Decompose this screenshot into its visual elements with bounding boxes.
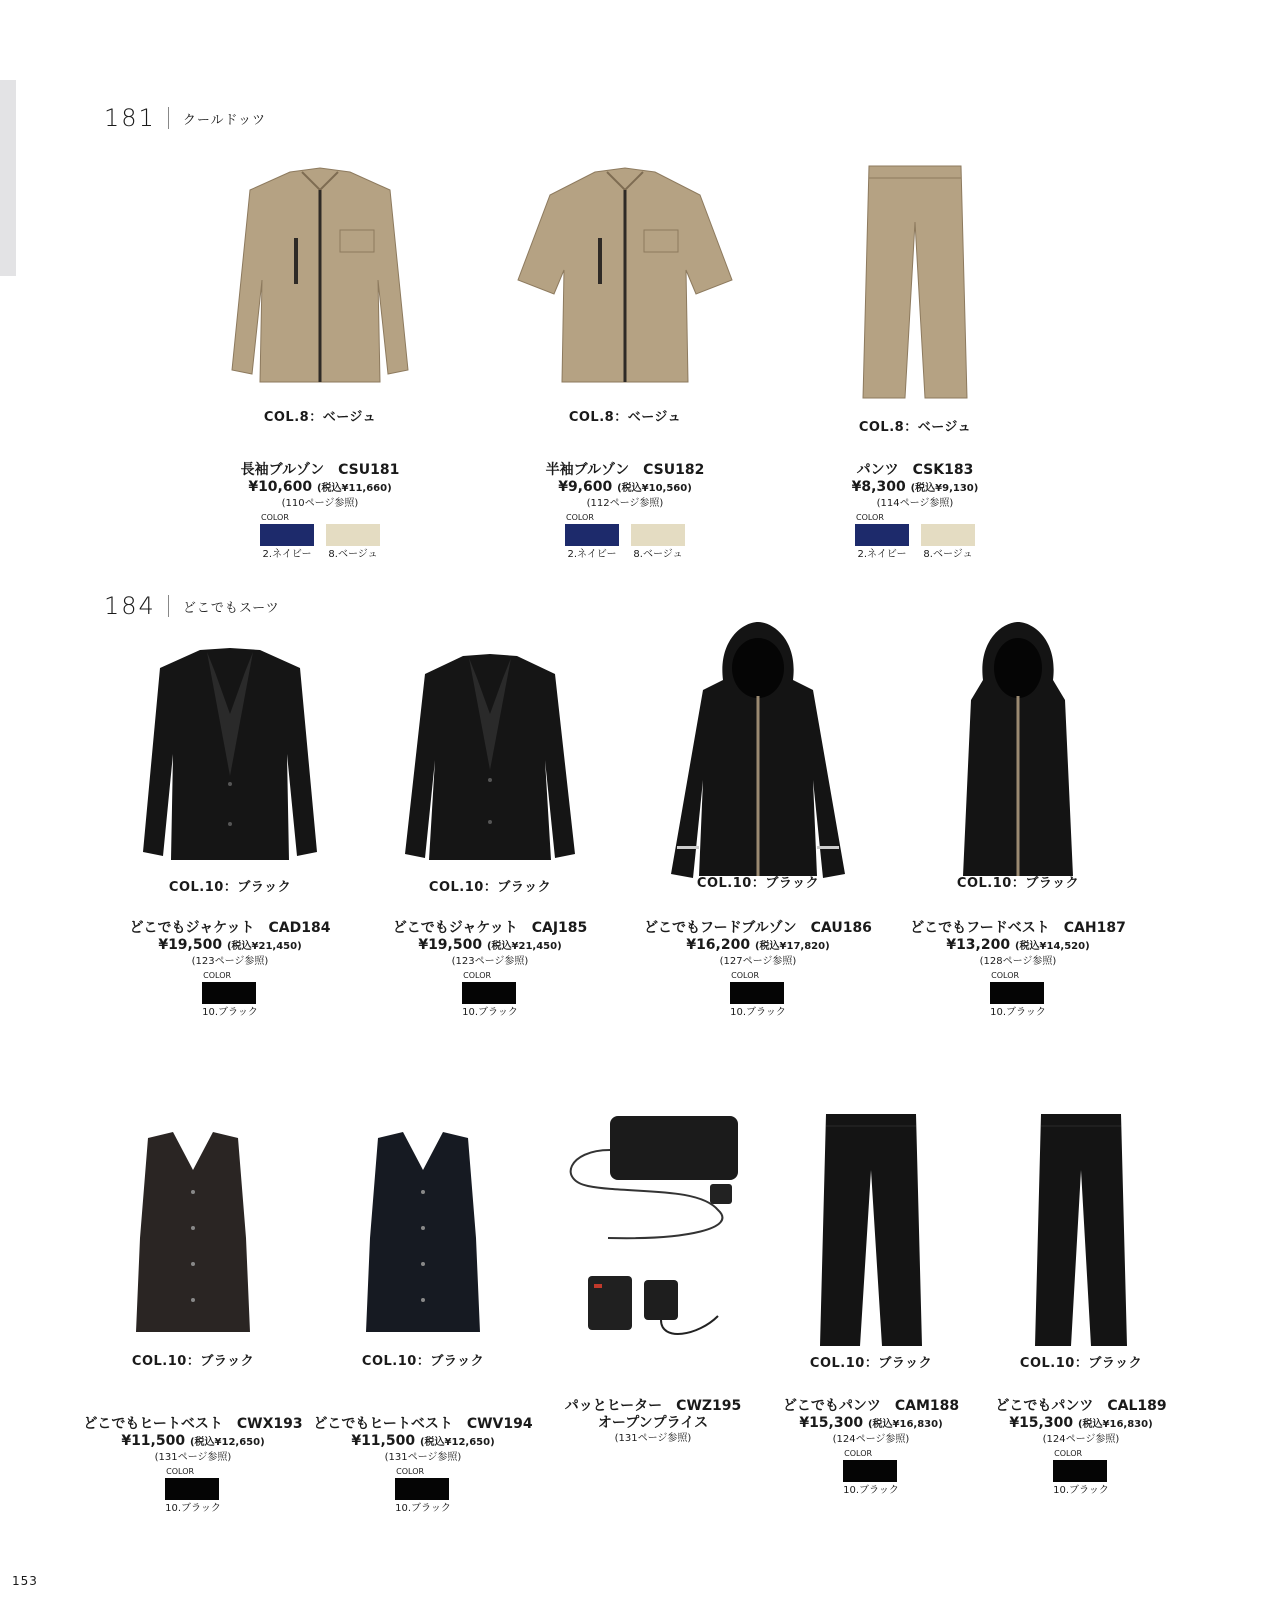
product-info bbox=[790, 462, 1040, 562]
beige-swatch bbox=[326, 524, 380, 546]
color-label: COL.8：ベージュ bbox=[568, 410, 682, 425]
product-code: CAL189 bbox=[1107, 1398, 1167, 1414]
product-price: ¥19,500 bbox=[418, 937, 483, 953]
product-price: ¥8,300 bbox=[851, 479, 906, 495]
color-name: 10.ブラック bbox=[165, 1503, 221, 1514]
color-option[interactable] bbox=[565, 513, 619, 562]
product-name: パッとヒーター bbox=[564, 1398, 663, 1414]
page-reference: (112ページ参照) bbox=[586, 498, 664, 509]
heater-kit-icon bbox=[548, 1110, 758, 1348]
color-label: COL.10：ブラック bbox=[168, 880, 292, 895]
product-price-line bbox=[68, 1433, 318, 1451]
color-option[interactable] bbox=[1053, 1449, 1109, 1498]
color-heading: COLOR bbox=[856, 513, 884, 522]
black-swatch bbox=[843, 1460, 897, 1482]
product-price: ¥13,200 bbox=[946, 937, 1011, 953]
color-label: COL.8：ベージュ bbox=[263, 410, 377, 425]
color-name: 8.ベージュ bbox=[328, 549, 378, 560]
side-index-tab bbox=[0, 80, 16, 276]
color-heading: COLOR bbox=[991, 971, 1020, 980]
long-sleeve-jacket-icon bbox=[220, 160, 420, 390]
product-code: CWV194 bbox=[466, 1416, 533, 1432]
section-title: クールドッツ bbox=[182, 112, 267, 128]
color-heading: COLOR bbox=[166, 1467, 195, 1476]
color-option[interactable] bbox=[165, 1467, 221, 1516]
page-reference: (127ページ参照) bbox=[719, 956, 797, 967]
product-name: どこでもヒートベスト bbox=[313, 1416, 453, 1432]
product-info bbox=[68, 1416, 318, 1516]
color-option[interactable] bbox=[855, 513, 909, 562]
product-price: ¥9,600 bbox=[558, 479, 613, 495]
black-swatch bbox=[395, 1478, 449, 1500]
color-label: COL.10：ブラック bbox=[696, 876, 820, 891]
product-code: CWX193 bbox=[236, 1416, 303, 1432]
product-info bbox=[365, 920, 615, 1020]
product-name-line bbox=[68, 1416, 318, 1433]
product-name: 半袖ブルゾン bbox=[545, 462, 630, 478]
color-swatches bbox=[365, 971, 615, 1020]
product-price-line bbox=[365, 937, 615, 955]
product-price: ¥15,300 bbox=[799, 1415, 864, 1431]
color-swatches bbox=[500, 513, 750, 562]
product-code: CWZ195 bbox=[676, 1398, 742, 1414]
page-reference: (131ページ参照) bbox=[614, 1433, 692, 1444]
color-swatches bbox=[298, 1467, 548, 1516]
page-reference: (131ページ参照) bbox=[154, 1452, 232, 1463]
color-option[interactable] bbox=[921, 513, 975, 562]
hooded-jacket-icon bbox=[663, 620, 853, 882]
product-price-line bbox=[893, 937, 1143, 955]
product-info bbox=[893, 920, 1143, 1020]
tax-included-price: (税込¥12,650) bbox=[419, 1437, 495, 1448]
product-name-line bbox=[195, 462, 445, 479]
section-divider bbox=[168, 595, 169, 617]
product-code: CAD184 bbox=[268, 920, 331, 936]
color-heading: COLOR bbox=[261, 513, 289, 522]
color-name: 10.ブラック bbox=[843, 1485, 899, 1496]
color-name: 10.ブラック bbox=[990, 1007, 1046, 1018]
product-price-line bbox=[195, 479, 445, 497]
color-name: 8.ベージュ bbox=[633, 549, 683, 560]
product-info bbox=[956, 1398, 1206, 1498]
section-header-184 bbox=[104, 592, 280, 620]
tax-included-price: (税込¥14,520) bbox=[1014, 941, 1090, 952]
short-sleeve-jacket-icon bbox=[510, 160, 740, 390]
color-option[interactable] bbox=[260, 513, 314, 562]
product-name-line bbox=[956, 1398, 1206, 1415]
color-option[interactable] bbox=[202, 971, 258, 1020]
color-name: 8.ベージュ bbox=[923, 549, 973, 560]
color-heading: COLOR bbox=[396, 1467, 425, 1476]
black-swatch bbox=[1053, 1460, 1107, 1482]
tax-included-price: (税込¥11,660) bbox=[316, 483, 392, 494]
vest-icon bbox=[128, 1128, 258, 1336]
product-code: CAJ185 bbox=[531, 920, 588, 936]
product-info bbox=[298, 1416, 548, 1516]
hooded-vest-icon bbox=[953, 620, 1083, 882]
section-divider bbox=[168, 107, 169, 129]
color-swatches bbox=[633, 971, 883, 1020]
product-info bbox=[105, 920, 355, 1020]
color-name: 2.ネイビー bbox=[857, 549, 907, 560]
black-swatch bbox=[165, 1478, 219, 1500]
product-name-line bbox=[105, 920, 355, 937]
product-name-line bbox=[528, 1398, 778, 1415]
color-label: COL.10：ブラック bbox=[809, 1356, 933, 1371]
page-reference: (114ページ参照) bbox=[876, 498, 954, 509]
color-name: 2.ネイビー bbox=[567, 549, 617, 560]
product-name-line bbox=[298, 1416, 548, 1433]
product-code: CAH187 bbox=[1063, 920, 1126, 936]
black-swatch bbox=[730, 982, 784, 1004]
product-price-line bbox=[105, 937, 355, 955]
color-label: COL.10：ブラック bbox=[956, 876, 1080, 891]
navy-swatch bbox=[260, 524, 314, 546]
color-swatches bbox=[195, 513, 445, 562]
color-heading: COLOR bbox=[731, 971, 760, 980]
product-price: ¥19,500 bbox=[158, 937, 223, 953]
blazer-icon bbox=[395, 650, 585, 864]
product-price-line bbox=[298, 1433, 548, 1451]
page-reference: (123ページ参照) bbox=[451, 956, 529, 967]
color-heading: COLOR bbox=[203, 971, 232, 980]
tax-included-price: (税込¥9,130) bbox=[910, 483, 979, 494]
color-option[interactable] bbox=[462, 971, 518, 1020]
color-name: 10.ブラック bbox=[462, 1007, 518, 1018]
product-price-line bbox=[633, 937, 883, 955]
product-name: どこでもフードブルゾン bbox=[644, 920, 797, 936]
product-price: ¥10,600 bbox=[248, 479, 313, 495]
color-option[interactable] bbox=[395, 1467, 451, 1516]
color-heading: COLOR bbox=[1054, 1449, 1083, 1458]
product-name: どこでもパンツ bbox=[995, 1398, 1094, 1414]
product-code: CSU182 bbox=[643, 462, 705, 478]
color-label: COL.8：ベージュ bbox=[858, 420, 972, 435]
color-swatches bbox=[956, 1449, 1206, 1498]
product-code: CSU181 bbox=[338, 462, 400, 478]
section-header-181 bbox=[104, 104, 266, 132]
tax-included-price: (税込¥17,820) bbox=[754, 941, 830, 952]
color-swatches bbox=[893, 971, 1143, 1020]
product-name: どこでもジャケット bbox=[392, 920, 518, 936]
color-label: COL.10：ブラック bbox=[428, 880, 552, 895]
product-info bbox=[528, 1398, 778, 1446]
color-name: 10.ブラック bbox=[202, 1007, 258, 1018]
color-option[interactable] bbox=[730, 971, 786, 1020]
page-reference: (128ページ参照) bbox=[979, 956, 1057, 967]
section-title: どこでもスーツ bbox=[182, 600, 280, 616]
vest-icon bbox=[358, 1128, 488, 1336]
product-price-line bbox=[500, 479, 750, 497]
product-price-line bbox=[790, 479, 1040, 497]
pants-icon bbox=[855, 162, 975, 402]
color-swatches bbox=[105, 971, 355, 1020]
product-code: CAU186 bbox=[810, 920, 872, 936]
product-code: CAM188 bbox=[894, 1398, 960, 1414]
product-name: 長袖ブルゾン bbox=[240, 462, 325, 478]
color-name: 10.ブラック bbox=[730, 1007, 786, 1018]
product-price: オープンプライス bbox=[597, 1415, 709, 1431]
color-swatches bbox=[68, 1467, 318, 1516]
page-reference: (124ページ参照) bbox=[832, 1434, 910, 1445]
color-heading: COLOR bbox=[463, 971, 492, 980]
color-label: COL.10：ブラック bbox=[361, 1354, 485, 1369]
product-code: CSK183 bbox=[912, 462, 974, 478]
product-info bbox=[633, 920, 883, 1020]
tax-included-price: (税込¥16,830) bbox=[867, 1419, 943, 1430]
section-number: 181 bbox=[104, 104, 156, 132]
product-price: ¥11,500 bbox=[121, 1433, 186, 1449]
product-name-line bbox=[893, 920, 1143, 937]
product-name: どこでもジャケット bbox=[129, 920, 255, 936]
color-option[interactable] bbox=[843, 1449, 899, 1498]
product-name: どこでもフードベスト bbox=[910, 920, 1050, 936]
black-swatch bbox=[462, 982, 516, 1004]
product-price-line bbox=[956, 1415, 1206, 1433]
product-info bbox=[195, 462, 445, 562]
color-option[interactable] bbox=[990, 971, 1046, 1020]
product-price: ¥11,500 bbox=[351, 1433, 416, 1449]
tax-included-price: (税込¥16,830) bbox=[1077, 1419, 1153, 1430]
color-option[interactable] bbox=[326, 513, 380, 562]
product-name-line bbox=[633, 920, 883, 937]
color-heading: COLOR bbox=[566, 513, 594, 522]
page-number: 153 bbox=[12, 1574, 38, 1588]
black-swatch bbox=[990, 982, 1044, 1004]
page-reference: (110ページ参照) bbox=[281, 498, 359, 509]
tax-included-price: (税込¥12,650) bbox=[189, 1437, 265, 1448]
section-number: 184 bbox=[104, 592, 156, 620]
tax-included-price: (税込¥10,560) bbox=[617, 483, 692, 494]
page-reference: (124ページ参照) bbox=[1042, 1434, 1120, 1445]
pants-icon bbox=[1031, 1110, 1131, 1350]
page-reference: (131ページ参照) bbox=[384, 1452, 462, 1463]
tax-included-price: (税込¥21,450) bbox=[486, 941, 562, 952]
color-swatches bbox=[790, 513, 1040, 562]
color-name: 2.ネイビー bbox=[262, 549, 312, 560]
color-name: 10.ブラック bbox=[1053, 1485, 1109, 1496]
product-name: どこでもヒートベスト bbox=[83, 1416, 223, 1432]
product-name-line bbox=[365, 920, 615, 937]
blazer-icon bbox=[135, 644, 325, 864]
black-swatch bbox=[202, 982, 256, 1004]
product-name: どこでもパンツ bbox=[782, 1398, 881, 1414]
tax-included-price: (税込¥21,450) bbox=[226, 941, 302, 952]
page-reference: (123ページ参照) bbox=[191, 956, 269, 967]
product-name: パンツ bbox=[856, 462, 899, 478]
navy-swatch bbox=[855, 524, 909, 546]
beige-swatch bbox=[921, 524, 975, 546]
color-label: COL.10：ブラック bbox=[1019, 1356, 1143, 1371]
color-label: COL.10：ブラック bbox=[131, 1354, 255, 1369]
pants-icon bbox=[816, 1110, 926, 1350]
product-price: ¥16,200 bbox=[686, 937, 751, 953]
product-name-line bbox=[500, 462, 750, 479]
beige-swatch bbox=[631, 524, 685, 546]
color-option[interactable] bbox=[631, 513, 685, 562]
product-name-line bbox=[790, 462, 1040, 479]
navy-swatch bbox=[565, 524, 619, 546]
product-price: ¥15,300 bbox=[1009, 1415, 1074, 1431]
product-info bbox=[500, 462, 750, 562]
color-name: 10.ブラック bbox=[395, 1503, 451, 1514]
color-heading: COLOR bbox=[844, 1449, 873, 1458]
